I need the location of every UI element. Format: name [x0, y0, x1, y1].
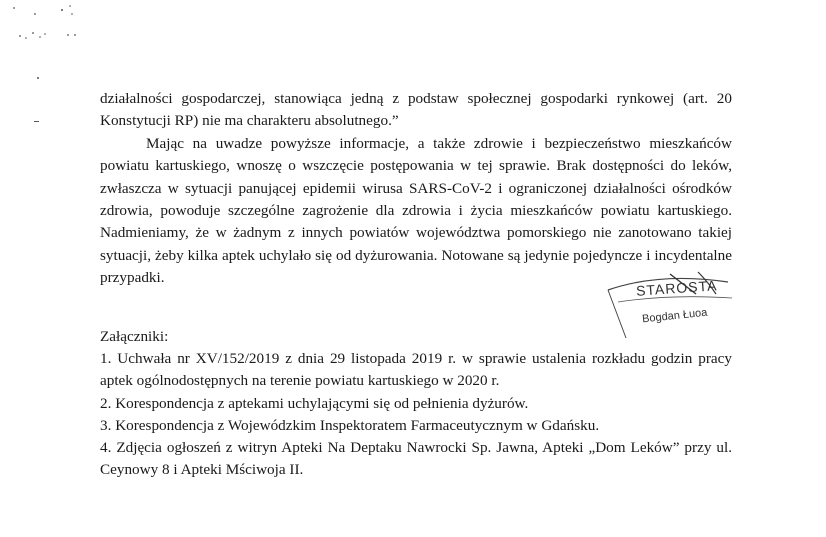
paragraph-continuation: działalności gospodarczej, stanowiąca jedną z podstaw społecznej gospodarki rynkowej (art. 20 Konstytucji RP) nie ma charakteru absolutnego.”	[100, 90, 732, 130]
official-stamp	[600, 268, 740, 340]
attachment-item: 3. Korespondencja z Wojewódzkim Inspektoratem Farmaceutycznym w Gdańsku.	[100, 416, 600, 434]
letter-body	[100, 88, 732, 290]
attachment-item: 1. Uchwała nr XV/152/2019 z dnia 29 listopada 2019 r. w sprawie ustalenia rozkładu godzin pracy aptek ogólnodostępnych na terenie powiatu kartuskiego w 2020 r.	[100, 350, 732, 390]
attachment-item: 2. Korespondencja z aptekami uchylającymi się od pełnienia dyżurów.	[100, 394, 529, 412]
attachments-heading: Załączniki:	[100, 328, 169, 345]
attachments-list	[100, 348, 732, 482]
paragraph-request: Mając na uwadze powyższe informacje, a także zdrowie i bezpieczeństwo mieszkańców powiatu kartuskiego, wnoszę o wszczęcie postępowania w tej sprawie. Brak dostępności do leków, zwłaszcza w sytuacji panującej epidemii wirusa SARS-CoV-2 i ograniczonej działalności ośrodków zdrowia, powoduje szczególne zagrożenie dla zdrowia i życia mieszkańców powiatu kartuskiego. Nadmieniamy, że w żadnym z innych powiatów województwa pomorskiego nie zanotowano takiej sytuacji, żeby kilka aptek uchylało się od dyżurowania. Notowane są jedynie pojedyncze i incydentalne przypadki.	[100, 134, 732, 287]
stamp-title: STAROSTA	[635, 277, 718, 299]
attachment-item: 4. Zdjęcia ogłoszeń z witryn Apteki Na Deptaku Nawrocki Sp. Jawna, Apteki „Dom Leków” przy ul. Ceynowy 8 i Apteki Mściwoja II.	[100, 439, 732, 479]
stamp-name: Bogdan Łuoa	[641, 306, 708, 326]
stamp-frame	[600, 268, 740, 340]
